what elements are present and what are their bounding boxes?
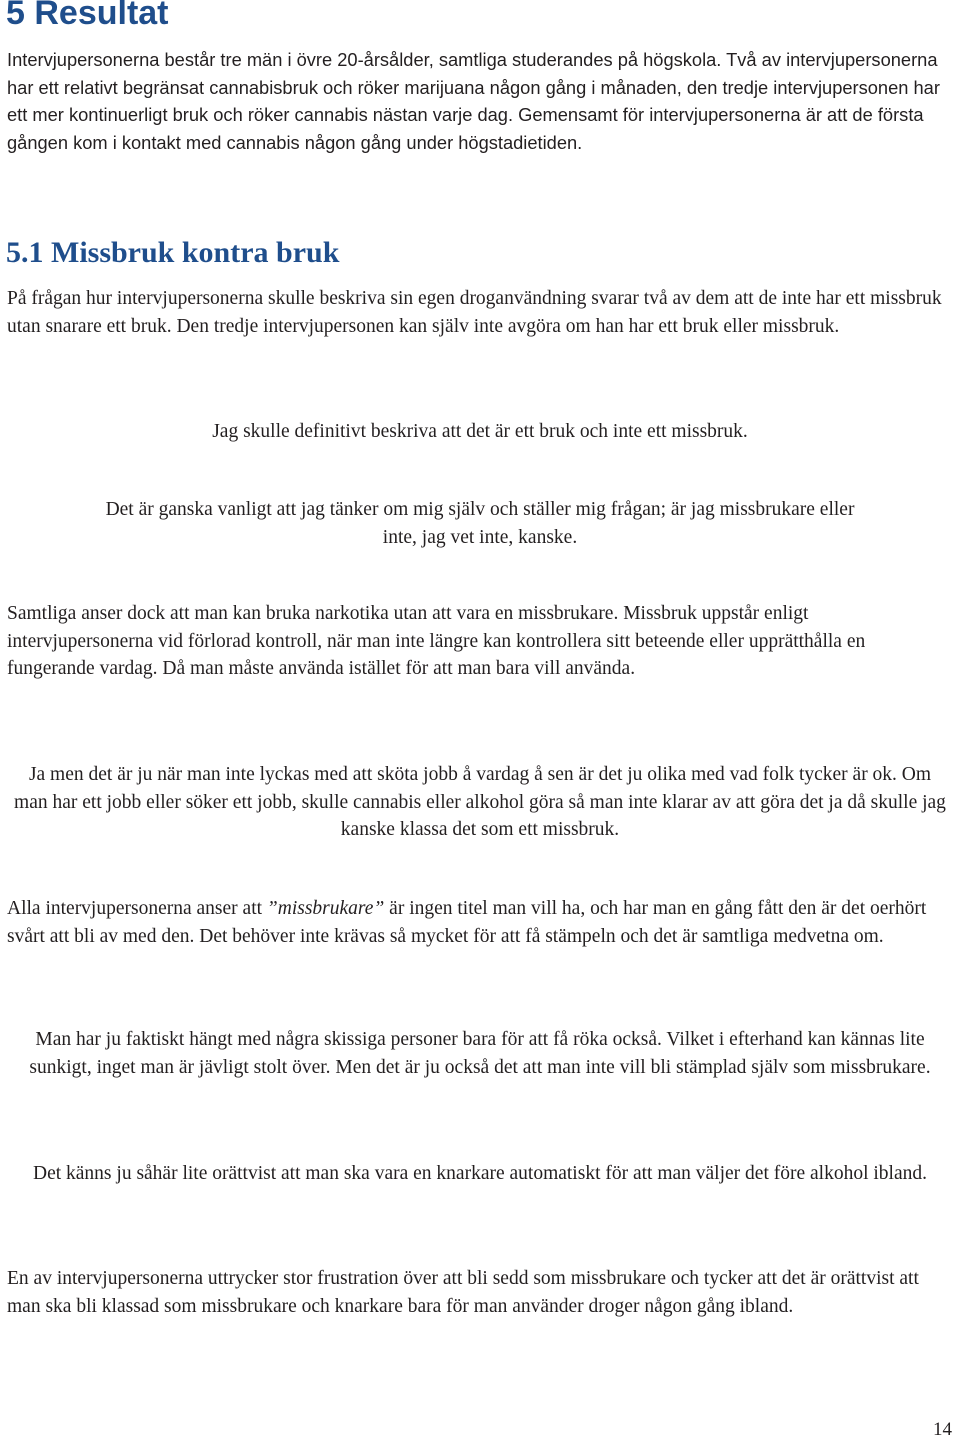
section-heading: 5 Resultat <box>6 0 169 32</box>
intro-paragraph: Intervjupersonerna består tre män i övre 20-årsålder, samtliga studerandes på högskola. Två av intervjupersonerna har ett relativt begränsat cannabisbruk och röker marijuana någon gång i månaden, den tredje intervjupersonen har ett mer kontinuerligt bruk och röker cannabis nästan varje dag. Gemensamt för intervjupersonerna är att de första gången kom i kontakt med cannabis någon gång under högstadietiden. <box>7 49 940 153</box>
paragraph-3-start: Alla intervjupersonerna anser att <box>7 898 267 919</box>
paragraph-3-end: är ingen titel man vill ha, och har man en gång fått den är det oerhört svårt att bli av med den. Det behöver inte krävas så mycket för att få stämpeln och det är samtliga medvetna om. <box>7 898 927 947</box>
paragraph-2: Samtliga anser dock att man kan bruka narkotika utan att vara en missbrukare. Missbruk uppstår enligt intervjupersonerna vid förlorad kontroll, när man inte längre kan kontrollera sitt beteende eller upprätthålla en fungerande vardag. Då man måste använda istället för att man bara vill använda. <box>7 603 866 679</box>
quote-3: Ja men det är ju när man inte lyckas med att sköta jobb å vardag å sen är det ju olika med vad folk tycker är ok. Om man har ett jobb eller söker ett jobb, skulle cannabis eller alkohol göra så man inte klarar av att göra det ja då skulle jag kanske klassa det som ett missbruk. <box>14 764 946 840</box>
paragraph-1: På frågan hur intervjupersonerna skulle beskriva sin egen droganvändning svarar två av dem att de inte har ett missbruk utan snarare ett bruk. Den tredje intervjupersonen kan själv inte avgöra om han har ett bruk eller missbruk. <box>7 288 942 337</box>
quote-5: Det känns ju såhär lite orättvist att man ska vara en knarkare automatiskt för att man väljer det före alkohol ibland. <box>33 1163 927 1184</box>
paragraph-3 <box>7 895 953 950</box>
missbrukare-term: ”missbrukare” <box>266 898 385 919</box>
quote-2: Det är ganska vanligt att jag tänker om mig själv och ställer mig frågan; är jag missbrukare eller inte, jag vet inte, kanske. <box>105 499 855 548</box>
page-number: 14 <box>933 1419 952 1440</box>
subsection-heading: 5.1 Missbruk kontra bruk <box>6 236 340 269</box>
quote-1: Jag skulle definitivt beskriva att det är ett bruk och inte ett missbruk. <box>212 421 748 442</box>
quote-4: Man har ju faktiskt hängt med några skissiga personer bara för att få röka också. Vilket i efterhand kan kännas lite sunkigt, inget man är jävligt stolt över. Men det är ju också det att man inte vill bli stämplad själv som missbrukare. <box>29 1029 931 1078</box>
paragraph-4: En av intervjupersonerna uttrycker stor frustration över att bli sedd som missbrukare och tycker att det är orättvist att man ska bli klassad som missbrukare och knarkare bara för man använder droger någon gång ibland. <box>7 1268 919 1317</box>
